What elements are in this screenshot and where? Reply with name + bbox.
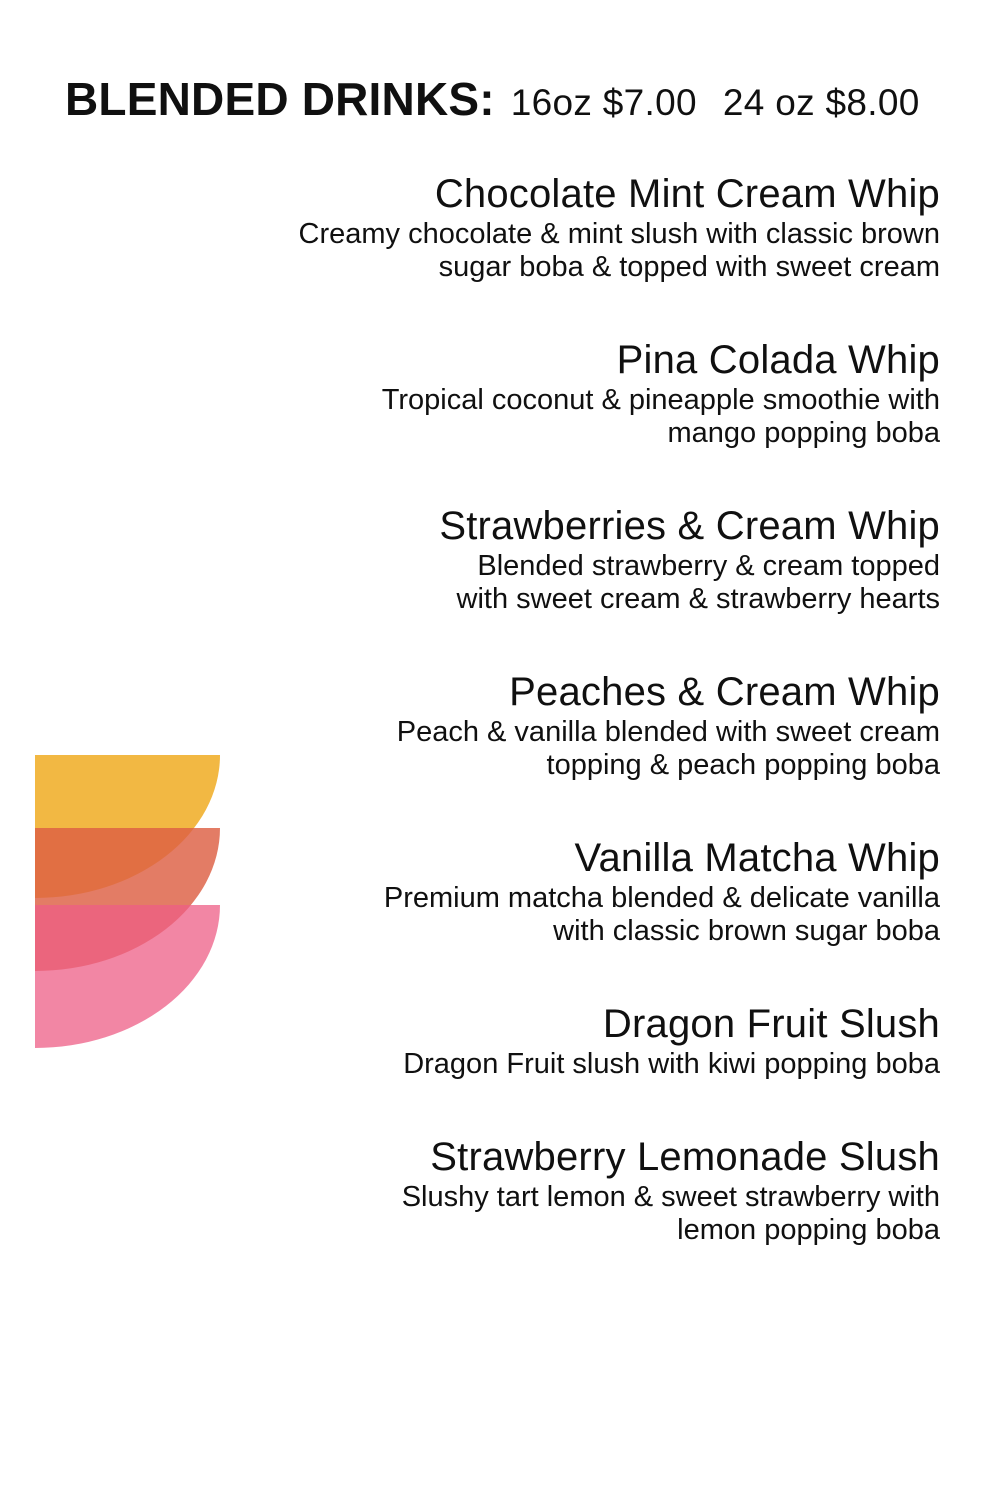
item-name: Peaches & Cream Whip — [509, 670, 940, 714]
item-desc-line: Dragon Fruit slush with kiwi popping boba — [403, 1048, 940, 1080]
menu-item — [200, 1000, 940, 1081]
price-24oz: 24 oz $8.00 — [722, 82, 920, 123]
item-desc-line: Slushy tart lemon & sweet strawberry with — [401, 1181, 940, 1213]
item-name: Pina Colada Whip — [616, 338, 940, 382]
item-name: Strawberry Lemonade Slush — [430, 1135, 940, 1179]
page-title: BLENDED DRINKS: — [65, 73, 495, 125]
item-desc-line: lemon popping boba — [677, 1214, 940, 1246]
item-desc-line: Tropical coconut & pineapple smoothie with — [381, 384, 940, 416]
item-desc-line: Premium matcha blended & delicate vanilla — [383, 882, 940, 914]
menu-item — [200, 170, 940, 284]
menu-item — [200, 502, 940, 616]
item-name: Vanilla Matcha Whip — [574, 836, 940, 880]
brand-logo-icon — [35, 755, 220, 1048]
item-desc-line: with classic brown sugar boba — [553, 915, 940, 947]
item-desc-line: mango popping boba — [667, 417, 940, 449]
item-desc-line: with sweet cream & strawberry hearts — [456, 583, 940, 615]
menu-item — [200, 834, 940, 948]
menu-header — [65, 72, 920, 126]
size-prices — [511, 82, 920, 124]
menu-item — [200, 668, 940, 782]
item-desc-line: Peach & vanilla blended with sweet cream — [396, 716, 940, 748]
price-16oz: 16oz $7.00 — [510, 82, 697, 123]
menu-item — [200, 1133, 940, 1247]
item-desc-line: topping & peach popping boba — [546, 749, 940, 781]
item-desc-line: Creamy chocolate & mint slush with classic brown — [298, 218, 940, 250]
item-desc-line: Blended strawberry & cream topped — [477, 550, 940, 582]
item-name: Dragon Fruit Slush — [602, 1002, 940, 1046]
logo-layer-pink — [35, 905, 220, 1048]
item-desc-line: sugar boba & topped with sweet cream — [438, 251, 940, 283]
item-name: Strawberries & Cream Whip — [439, 504, 940, 548]
menu-list — [200, 170, 940, 1299]
menu-item — [200, 336, 940, 450]
item-name: Chocolate Mint Cream Whip — [434, 172, 940, 216]
